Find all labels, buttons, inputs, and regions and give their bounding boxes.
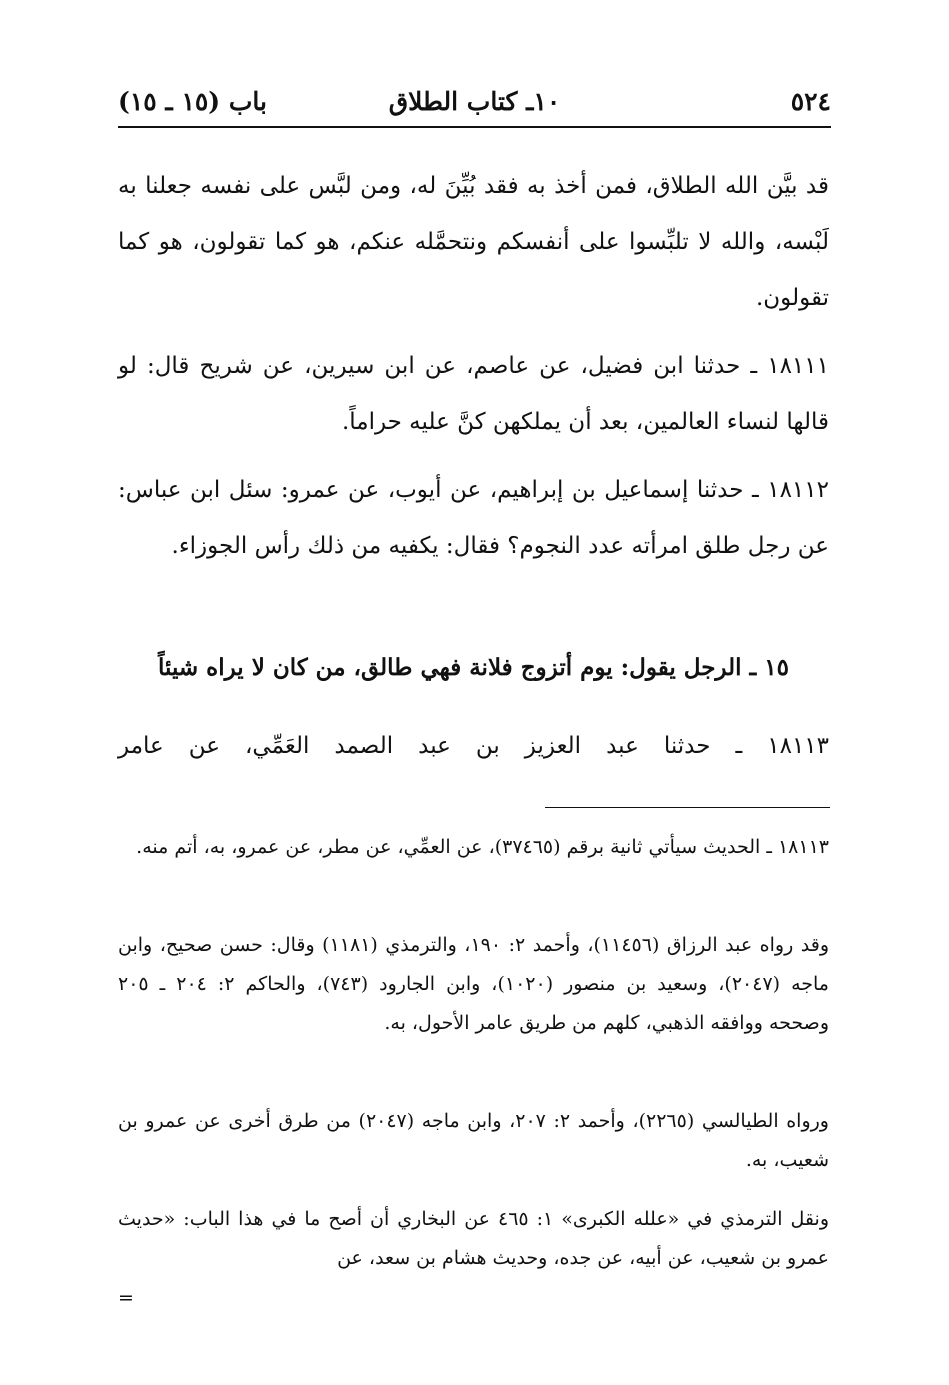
paragraph-continuation: قد بيَّن الله الطلاق، فمن أخذ به فقد بُيِّنَ له، ومن لبَّس على نفسه جعلنا به لَبْسه، والله لا تلبِّسوا على أنفسكم ونتحمَّله عنكم، هو كما تقولون، هو كما تقولون. (118, 173, 829, 311)
footnote-2: وقد رواه عبد الرزاق (١١٤٥٦)، وأحمد ٢: ١٩٠، والترمذي (١١٨١) وقال: حسن صحيح، وابن ماجه (٢٠٤٧)، وسعيد بن منصور (١٠٢٠)، وابن الجارود (٧٤٣)، والحاكم ٢: ٢٠٤ ـ ٢٠٥ وصححه ووافقه الذهبي، كلهم من طريق عامر الأحول، به. (118, 934, 829, 1034)
hadith-18112: ١٨١١٢ ـ حدثنا إسماعيل بن إبراهيم، عن أيوب، عن عمرو: سئل ابن عباس: عن رجل طلق امرأته عدد النجوم؟ فقال: يكفيه من ذلك رأس الجوزاء. (118, 477, 829, 559)
header-rule (118, 126, 831, 128)
book-title: ١٠ـ كتاب الطلاق (388, 87, 561, 116)
hadith-18113: ١٨١١٣ ـ حدثنا عبد العزيز بن عبد الصمد العَمِّي، عن عامر (118, 733, 830, 759)
running-header (118, 82, 831, 122)
chapter-heading: ١٥ ـ الرجل يقول: يوم أتزوج فلانة فهي طالق، من كان لا يراه شيئاً (158, 654, 789, 681)
footnote-4: ونقل الترمذي في «علله الكبرى» ١: ٤٦٥ عن البخاري أن أصح ما في هذا الباب: «حديث عمرو بن شعيب، عن أبيه، عن جده، وحديث هشام بن سعد، عن (118, 1208, 829, 1269)
footnote-1: ١٨١١٣ ـ الحديث سيأتي ثانية برقم (٣٧٤٦٥)، عن العمِّي، عن مطر، عن عمرو، به، أتم منه. (136, 836, 829, 858)
footnote-3: ورواه الطيالسي (٢٢٦٥)، وأحمد ٢: ٢٠٧، وابن ماجه (٢٠٤٧) من طرق أخرى عن عمرو بن شعيب، به. (118, 1110, 829, 1171)
footnote-separator (545, 807, 830, 808)
continuation-mark: = (118, 1287, 134, 1309)
hadith-18111: ١٨١١١ ـ حدثنا ابن فضيل، عن عاصم، عن ابن سيرين، عن شريح قال: لو قالها لنساء العالمين، بعد أن يملكهن كنَّ عليه حراماً. (118, 353, 829, 435)
page-number: ٥٢٤ (790, 87, 831, 116)
chapter-reference: باب (١٥ ـ ١٥) (118, 87, 267, 116)
